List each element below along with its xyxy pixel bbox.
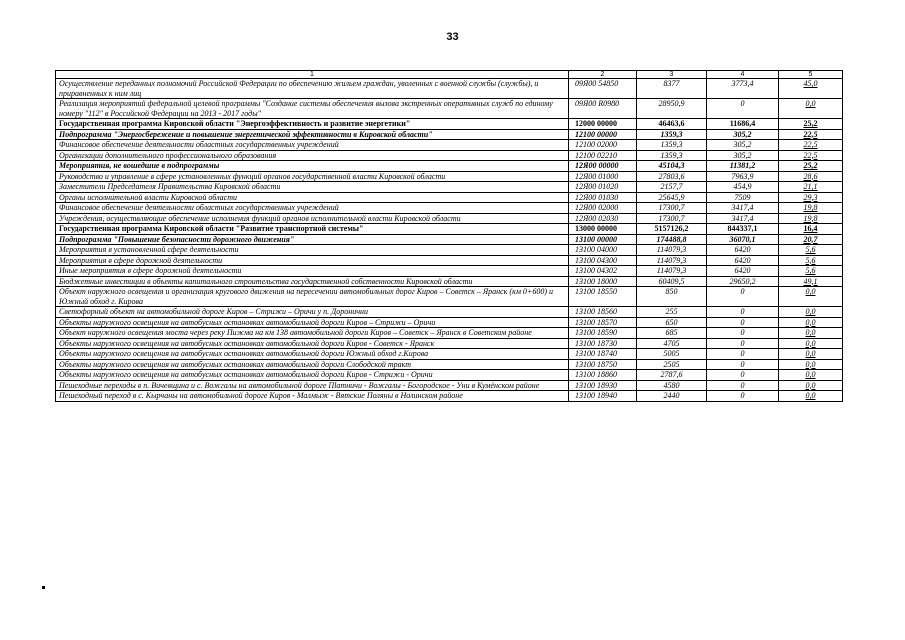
row-name-cell: Объект наружного освещения моста через реку Пижма на км 138 автомобильной дороги Киров – Советск – Яранск в Советском районе	[56, 328, 569, 339]
row-value-col4: 0	[707, 338, 779, 349]
row-value-col5: 45,0	[779, 79, 843, 99]
row-code-cell: 12Я00 01030	[569, 192, 637, 203]
table-row	[56, 182, 843, 193]
table-row	[56, 255, 843, 266]
column-header-1: 1	[56, 71, 569, 79]
row-value-col4: 36070,1	[707, 234, 779, 245]
table-row	[56, 287, 843, 307]
row-value-col3: 685	[637, 328, 707, 339]
row-value-col4: 305,2	[707, 140, 779, 151]
row-value-col5: 0,0	[779, 349, 843, 360]
row-value-col5: 0,0	[779, 370, 843, 381]
row-code-cell: 13100 18860	[569, 370, 637, 381]
row-value-col4: 7963,9	[707, 171, 779, 182]
row-value-col5: 0,0	[779, 317, 843, 328]
column-header-3: 3	[637, 71, 707, 79]
row-value-col4: 29650,2	[707, 276, 779, 287]
table-row	[56, 161, 843, 172]
row-name-cell: Объекты наружного освещения на автобусных остановках автомобильной дороги Киров - Стрижи - Оричи	[56, 370, 569, 381]
table-row	[56, 171, 843, 182]
row-value-col3: 27803,6	[637, 171, 707, 182]
row-value-col5: 29,3	[779, 192, 843, 203]
table-row	[56, 203, 843, 214]
row-name-cell: Организации дополнительного профессионального образования	[56, 150, 569, 161]
table-row	[56, 129, 843, 140]
row-value-col4: 0	[707, 359, 779, 370]
row-value-col4: 11686,4	[707, 119, 779, 130]
row-code-cell: 13100 18740	[569, 349, 637, 360]
page-number: 33	[446, 31, 459, 43]
row-code-cell: 12Я00 02000	[569, 203, 637, 214]
table-row	[56, 380, 843, 391]
row-name-cell: Органы исполнительной власти Кировской области	[56, 192, 569, 203]
row-value-col3: 114079,3	[637, 266, 707, 277]
table-row	[56, 192, 843, 203]
row-code-cell: 12Я00 01020	[569, 182, 637, 193]
row-value-col4: 0	[707, 99, 779, 119]
row-value-col3: 114079,3	[637, 255, 707, 266]
row-value-col3: 4705	[637, 338, 707, 349]
row-value-col5: 25,2	[779, 161, 843, 172]
table-row	[56, 234, 843, 245]
row-name-cell: Объекты наружного освещения на автобусных остановках автомобильной дороги Киров – Стрижи – Оричи	[56, 317, 569, 328]
row-value-col4: 305,2	[707, 150, 779, 161]
row-code-cell: 12000 00000	[569, 119, 637, 130]
row-value-col3: 60409,5	[637, 276, 707, 287]
row-name-cell: Объект наружного освещения и организация кругового движения на пересечении автомобильных дорог Киров – Советск – Яранск (км 0+600) и Южный обход г. Кирова	[56, 287, 569, 307]
row-value-col4: 6420	[707, 245, 779, 256]
table-row	[56, 391, 843, 402]
row-code-cell: 12100 02000	[569, 140, 637, 151]
row-value-col5: 0,0	[779, 287, 843, 307]
table-row	[56, 79, 843, 99]
row-name-cell: Заместители Председателя Правительства Кировской области	[56, 182, 569, 193]
row-value-col3: 2505	[637, 359, 707, 370]
row-value-col3: 2787,6	[637, 370, 707, 381]
row-value-col5: 0,0	[779, 380, 843, 391]
table-row	[56, 99, 843, 119]
row-name-cell: Пешеходные переходы в п. Вичевщина и с. Вожгалы на автомобильной дороге Пlaтничи - Вожгалы - Богородское - Уни в Кумёнском районе	[56, 380, 569, 391]
row-value-col3: 650	[637, 317, 707, 328]
row-value-col3: 8377	[637, 79, 707, 99]
table-row	[56, 140, 843, 151]
row-name-cell: Осуществление переданных полномочий Российской Федерации по обеспечению жильем граждан, уволенных с военной службы (службы), и приравненных к ним лиц	[56, 79, 569, 99]
column-header-2: 2	[569, 71, 637, 79]
row-value-col5: 0,0	[779, 338, 843, 349]
row-value-col4: 454,9	[707, 182, 779, 193]
row-code-cell: 12Я00 02030	[569, 213, 637, 224]
row-value-col3: 1359,3	[637, 129, 707, 140]
row-value-col5: 25,2	[779, 119, 843, 130]
row-name-cell: Объекты наружного освещения на автобусных остановках автомобильной дороги Слободской тракт	[56, 359, 569, 370]
row-value-col5: 5,6	[779, 255, 843, 266]
column-header-4: 4	[707, 71, 779, 79]
budget-table	[55, 70, 843, 402]
row-value-col5: 0,0	[779, 307, 843, 318]
row-value-col4: 0	[707, 328, 779, 339]
row-value-col3: 1359,3	[637, 150, 707, 161]
row-value-col4: 11381,2	[707, 161, 779, 172]
row-code-cell: 09Я00 R0980	[569, 99, 637, 119]
table-row	[56, 370, 843, 381]
row-value-col3: 25645,9	[637, 192, 707, 203]
row-name-cell: Финансовое обеспечение деятельности областных государственных учреждений	[56, 140, 569, 151]
table-row	[56, 359, 843, 370]
row-value-col3: 255	[637, 307, 707, 318]
table-row	[56, 266, 843, 277]
row-code-cell: 13100 18570	[569, 317, 637, 328]
row-code-cell: 13100 18000	[569, 276, 637, 287]
row-value-col4: 0	[707, 380, 779, 391]
row-value-col4: 844337,1	[707, 224, 779, 235]
table-row	[56, 338, 843, 349]
row-code-cell: 13000 00000	[569, 224, 637, 235]
row-value-col5: 5,6	[779, 245, 843, 256]
row-name-cell: Мероприятия, не вошедшие в подпрограммы	[56, 161, 569, 172]
row-name-cell: Объекты наружного освещения на автобусных остановках автомобильной дороги Киров - Советск - Яранск	[56, 338, 569, 349]
row-value-col3: 5157126,2	[637, 224, 707, 235]
row-value-col3: 45104,3	[637, 161, 707, 172]
row-value-col5: 5,6	[779, 266, 843, 277]
row-code-cell: 12Я00 01000	[569, 171, 637, 182]
row-value-col5: 22,5	[779, 129, 843, 140]
row-code-cell: 13100 18750	[569, 359, 637, 370]
table-row	[56, 328, 843, 339]
row-value-col3: 2157,7	[637, 182, 707, 193]
row-value-col3: 850	[637, 287, 707, 307]
row-value-col4: 6420	[707, 255, 779, 266]
scan-mark	[42, 586, 45, 589]
row-value-col5: 22,5	[779, 140, 843, 151]
row-value-col3: 174488,8	[637, 234, 707, 245]
row-value-col3: 28950,9	[637, 99, 707, 119]
row-code-cell: 13100 04302	[569, 266, 637, 277]
row-value-col4: 0	[707, 370, 779, 381]
table-row	[56, 213, 843, 224]
row-value-col3: 17300,7	[637, 213, 707, 224]
row-value-col5: 49,1	[779, 276, 843, 287]
row-value-col5: 16,4	[779, 224, 843, 235]
row-value-col4: 6420	[707, 266, 779, 277]
row-value-col3: 1359,3	[637, 140, 707, 151]
row-name-cell: Государственная программа Кировской области "Энергоэффективность и развитие энергетики"	[56, 119, 569, 130]
row-value-col5: 0,0	[779, 328, 843, 339]
row-name-cell: Учреждения, осуществляющие обеспечение исполнения функций органов исполнительной власти Кировской области	[56, 213, 569, 224]
row-value-col3: 4580	[637, 380, 707, 391]
table-row	[56, 150, 843, 161]
row-name-cell: Пешеходный переход в с. Кырчаны на автомобильной дороге Киров - Малмыж - Вятские Поляны в Нолинском районе	[56, 391, 569, 402]
row-value-col5: 21,1	[779, 182, 843, 193]
row-value-col4: 3417,4	[707, 203, 779, 214]
row-value-col3: 17300,7	[637, 203, 707, 214]
table-header-row	[56, 71, 843, 79]
row-value-col4: 0	[707, 287, 779, 307]
row-value-col5: 19,8	[779, 203, 843, 214]
row-name-cell: Подпрограмма "Повышение безопасности дорожного движения"	[56, 234, 569, 245]
row-value-col4: 3773,4	[707, 79, 779, 99]
row-name-cell: Реализация мероприятий федеральной целевой программы "Создание системы обеспечения вызова экстренных оперативных служб по единому номеру "112" в Российской Федерации на 2013 - 2017 годы"	[56, 99, 569, 119]
row-value-col5: 0,0	[779, 359, 843, 370]
row-code-cell: 13100 18940	[569, 391, 637, 402]
row-value-col3: 2440	[637, 391, 707, 402]
row-value-col4: 0	[707, 349, 779, 360]
row-name-cell: Светофорный объект на автомобильной дороге Киров – Стрижи – Оричи у п. Доронични	[56, 307, 569, 318]
row-value-col3: 114079,3	[637, 245, 707, 256]
row-code-cell: 13100 18930	[569, 380, 637, 391]
row-code-cell: 12Я00 00000	[569, 161, 637, 172]
table-row	[56, 224, 843, 235]
row-code-cell: 12100 00000	[569, 129, 637, 140]
row-name-cell: Мероприятия в установленной сфере деятельности	[56, 245, 569, 256]
row-value-col5: 28,6	[779, 171, 843, 182]
row-name-cell: Государственная программа Кировской области "Развитие транспортной системы"	[56, 224, 569, 235]
table-row	[56, 245, 843, 256]
row-code-cell: 12100 02210	[569, 150, 637, 161]
row-value-col4: 3417,4	[707, 213, 779, 224]
row-code-cell: 13100 00000	[569, 234, 637, 245]
row-value-col4: 305,2	[707, 129, 779, 140]
row-code-cell: 13100 04300	[569, 255, 637, 266]
row-name-cell: Объекты наружного освещения на автобусных остановках автомобильной дороги Южный обход г.Кирова	[56, 349, 569, 360]
row-value-col5: 0,0	[779, 99, 843, 119]
row-name-cell: Подпрограмма "Энергосбережение и повышение энергетической эффективности в Кировской области"	[56, 129, 569, 140]
table-row	[56, 119, 843, 130]
row-name-cell: Мероприятия в сфере дорожной деятельности	[56, 255, 569, 266]
row-name-cell: Финансовое обеспечение деятельности областных государственных учреждений	[56, 203, 569, 214]
row-code-cell: 13100 04000	[569, 245, 637, 256]
column-header-5: 5	[779, 71, 843, 79]
table-row	[56, 349, 843, 360]
row-value-col4: 0	[707, 391, 779, 402]
table-row	[56, 317, 843, 328]
row-value-col5: 0,0	[779, 391, 843, 402]
row-name-cell: Бюджетные инвестиции в объекты капитального строительства государственной собственности Кировской области	[56, 276, 569, 287]
row-name-cell: Руководство и управление в сфере установленных функций органов государственной власти Кировской области	[56, 171, 569, 182]
table-row	[56, 307, 843, 318]
row-value-col5: 22,5	[779, 150, 843, 161]
row-value-col4: 0	[707, 307, 779, 318]
row-code-cell: 09Я00 54850	[569, 79, 637, 99]
row-value-col5: 19,8	[779, 213, 843, 224]
row-value-col5: 20,7	[779, 234, 843, 245]
row-code-cell: 13100 18590	[569, 328, 637, 339]
row-value-col3: 5005	[637, 349, 707, 360]
row-code-cell: 13100 18730	[569, 338, 637, 349]
row-value-col4: 0	[707, 317, 779, 328]
table-row	[56, 276, 843, 287]
row-code-cell: 13100 18560	[569, 307, 637, 318]
row-value-col3: 46463,6	[637, 119, 707, 130]
row-code-cell: 13100 18550	[569, 287, 637, 307]
row-name-cell: Иные мероприятия в сфере дорожной деятельности	[56, 266, 569, 277]
row-value-col4: 7509	[707, 192, 779, 203]
